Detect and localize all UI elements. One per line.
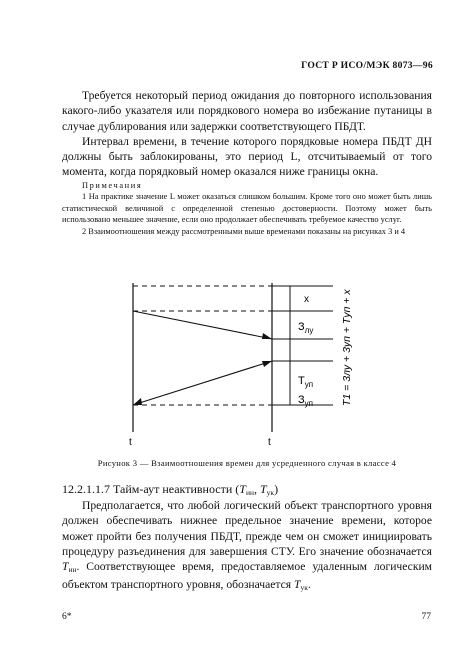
paragraph-waiting-period: Требуется некоторый период ожидания до повторного использования какого-либо указателя или порядкового номера во избежание путаницы в случае дублирования или задержки соответствующего ПБДТ. <box>62 89 432 133</box>
label-x: x <box>304 294 309 305</box>
axis-label-right: t <box>268 437 271 448</box>
arrow-line-up <box>133 361 272 405</box>
arrow-head-up <box>262 361 272 367</box>
axis-label-left: t <box>129 437 132 448</box>
label-t-up: $Т_{уп}$ <box>298 375 314 389</box>
page-header: ГОСТ Р ИСО/МЭК 8073—96 <box>301 60 433 71</box>
note-1: 1 На практике значение L может оказаться слишком большим. Кроме того оно может быть лишь статистической величиной с определенной степенью достоверности. Поэтому может быть использовано меньшее значение, если оно продолжает обеспечивать требуемое качество услуг. <box>62 192 432 225</box>
label-z-up: $З_{уп}$ <box>298 394 313 408</box>
label-z-lu: $З_{лу}$ <box>298 321 314 335</box>
arrow-line-down <box>133 311 272 339</box>
arrow-head-down <box>262 333 272 339</box>
paragraph-time-interval: Интервал времени, в течение которого порядковые номера ПБДТ ДН должны быть заблокированы, это период L, отсчитываемый от того момента, когда порядковый номер оказался ниже границы окна. <box>62 134 432 179</box>
figure-caption: Рисунок 3 — Взаимоотношения времен для усредненного случая в классе 4 <box>97 458 397 468</box>
paragraph-inactivity: Предполагается, что любой логический объект транспортного уровня должен обеспечивать нижнее предельное значение времени, которое может пройти без получения ПБДТ, прежде чем он сможет инициировать процедуру разъединения для завершения СТУ. Его значение обозначается $T_{ин}$. Соответствующее время, предоставляемое удаленным логическим объектом транспортного уровня, обозначается $T_{ук}$. <box>62 499 432 593</box>
note-2: 2 Взаимоотношения между рассмотренными выше временами показаны на рисунках 3 и 4 <box>82 226 406 236</box>
section-heading: 12.2.1.1.7 Тайм-аут неактивности ($T_{ин}$, $T_{ук}$) <box>62 482 279 497</box>
notes-label: Примечания <box>82 181 143 190</box>
formula-label: T1 = 3лу + 3уп + Tуп + x <box>341 289 353 406</box>
footer-left: 6* <box>62 612 72 622</box>
arrow-head-left <box>133 398 142 405</box>
page-number: 77 <box>421 612 431 622</box>
